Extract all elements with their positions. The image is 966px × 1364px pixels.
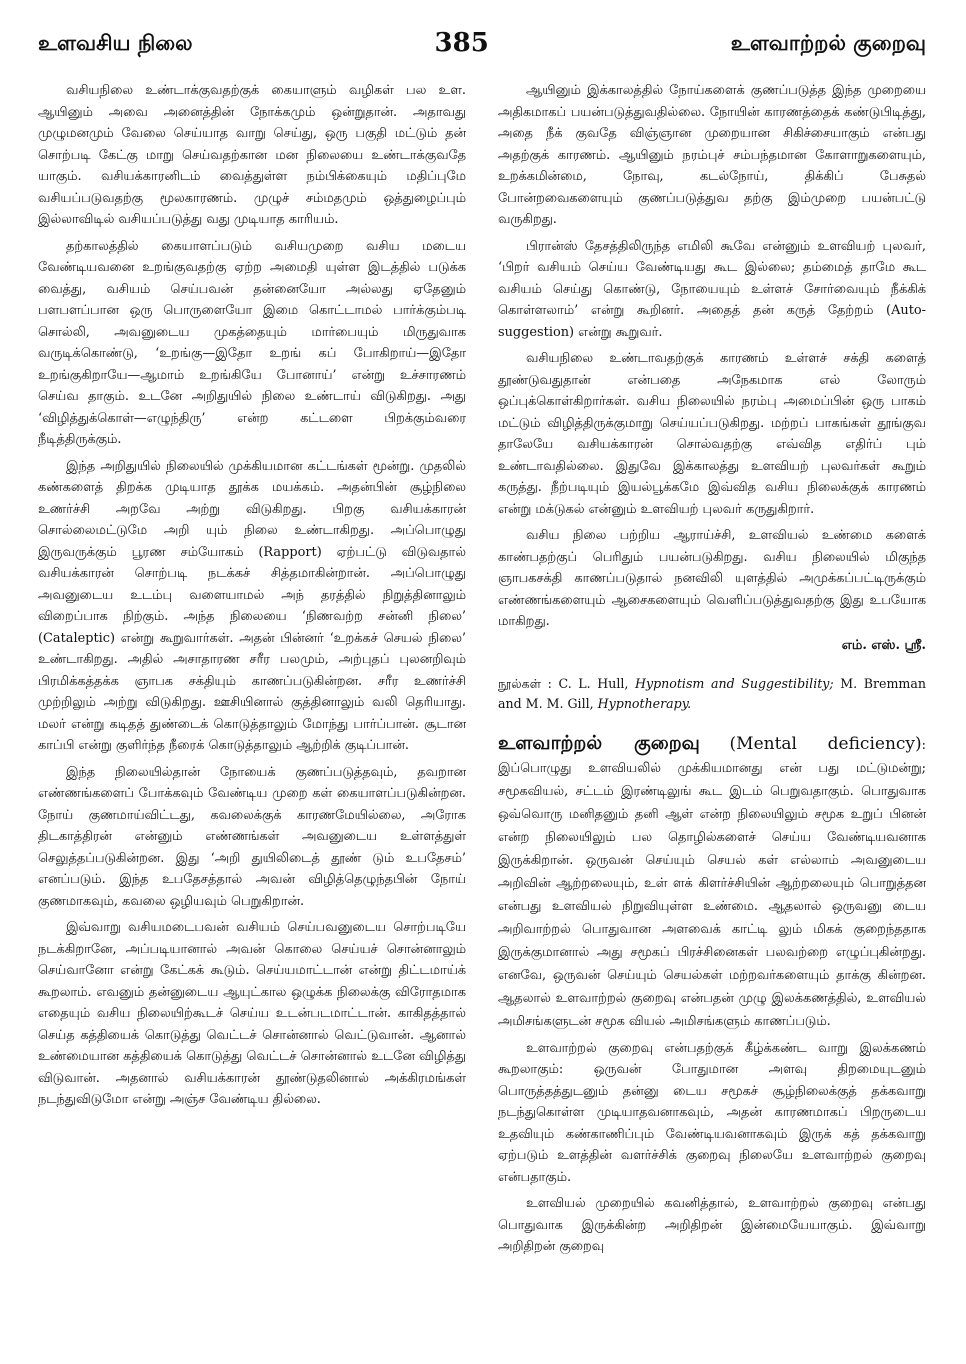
running-header bbox=[38, 22, 926, 58]
paragraph: பிரான்ஸ் தேசத்திலிருந்த எமிலி கூவே என்னும் உளவியற் புலவர், ‘பிறர் வசியம் செய்ய வேண்டியது கூட இல்லை; தம்மைத் தாமே கூட வசியம் செய்து கொண்டு, நோயையும் உள்ளச் சோர்வையும் நீக்கிக் கொள்ளலாம்’ என்று கூறினர். அதைத் தன் கருத் தேற்றம் (Auto-suggestion) என்று கூறுவர். bbox=[498, 238, 926, 340]
entry-title: உளவாற்றல் குறைவு bbox=[498, 731, 700, 754]
entry-first-text: : இப்பொழுது உளவியலில் முக்கியமானது என் பது மட்டுமன்று; சமூகவியல், சட்டம் இரண்டிலுங் கூட இடம் பெறுவதாகும். பொதுவாக ஒவ்வொரு மனிதனும் தனி ஆள் என்ற நிலையிலும் சமூக உறுப் பினன் என்ற நிலையிலும் பல தொழில்களைச் செய்ய வேண்டியவனாக இருக்கிறான். ஒருவன் செய்யும் செயல் கள் எல்லாம் அவனுடைய அறிவின் ஆற்றலையும், உள் ளக் கிளர்ச்சியின் ஆற்றலையும் பொறுத்தன என்பது உளவியல் நிறுவியுள்ள உண்மை. ஆதலால் ஒருவனு டைய அறிவாற்றல் பொதுவான அளவைக் காட்டி லும் மிகக் குறைந்ததாக இருக்குமானால் அது சமூகப் பிரச்சினைகள் பலவற்றை எழுப்புகின்றது. எனவே, ஒருவன் செய்யும் செயல்கள் மற்றவர்களையும் தாக்கு கின்றன. ஆதலால் உளவாற்றல் குறைவு என்பதன் முழு இலக்கணத்தில், உளவியல் அமிசங்களுடன் சமூக வியல் அமிசங்களும் காணப்படும். bbox=[498, 737, 926, 1029]
paragraph: இவ்வாறு வசியமடைபவன் வசியம் செய்பவனுடைய சொற்படியே நடக்கிறானே, அப்படியானால் அவன் கொலை செய்யச் சொன்னாலும் செய்வானோ என்று கேட்கக் கூடும். செய்யமாட்டான் என்று திட்டமாய்க் கூறலாம். எவனும் தன்னுடைய ஆயுட்கால ஒழுக்க நிலைக்கு விரோதமாக எதையும் வசிய நிலையிற்கூடச் செய்ய உடன்படமாட்டான். காகிதத்தால் செய்த கத்தியைக் கொடுத்து வெட்டச் சொன்னால் வெட்டுவான். ஆனால் உண்மையான கத்தியைக் கொடுத்து வெட்டச் சொன்னால் உடனே விழித்து விடுவான். அதனால் வசியக்காரன் தூண்டுதலினால் அக்கிரமங்கள் நடந்துவிடுமோ என்று அஞ்ச வேண்டிய தில்லை. bbox=[38, 920, 466, 1107]
paragraph: உளவாற்றல் குறைவு என்பதற்குக் கீழ்க்கண்ட வாறு இலக்கணம் கூறலாகும்: ஒருவன் போதுமான அளவு திறமையுடனும் பொருத்தத்துடனும் தன்னு டைய சமூகச் சூழ்நிலைக்குத் தக்கவாறு நடந்துகொள்ள முடியாதவனாகவும், அதன் காரணமாகப் பிறருடைய உதவியும் கண்காணிப்பும் வேண்டியவனாகவும் இருக் கத் தக்கவாறு ஏற்படும் உளத்தின் வளர்ச்சிக் குறைவு நிலையே உளவாற்றல் குறைவு என்பதாகும். bbox=[498, 1040, 926, 1185]
page-number: 385 bbox=[434, 28, 489, 58]
reference-title: Hypnotherapy. bbox=[597, 695, 692, 711]
references-label: நூல்கள் : bbox=[498, 675, 552, 691]
text-columns bbox=[38, 80, 926, 1263]
paragraph: இந்த நிலையில்தான் நோயைக் குணப்படுத்தவும், தவறான எண்ணங்களைப் போக்கவும் வேண்டிய முறை கள் கையாளப்படுகின்றன. நோய் குணமாய்விட்டது, கவலைக்குக் காரணமேயில்லை, அரோக திடகாத்திரன் என்னும் எண்ணங்கள் அவனுடைய உள்ளத்துள் செலுத்தப்படுகின்றன. இது ‘அறி துயிலிடைத் தூண் டும் உபதேசம்’ எனப்படும். இந்த உபதேசத்தால் அவன் விழித்தெழுந்தபின் நோய் குணமாகவும், கவலை ஒழியவும் பெறுகிறான். bbox=[38, 764, 466, 909]
paragraph: வசிய நிலை பற்றிய ஆராய்ச்சி, உளவியல் உண்மை களைக் காண்பதற்குப் பெரிதும் பயன்படுகிறது. வசிய நிலையில் மிகுந்த ஞாபகசக்தி காணப்படுதால் நனவிலி யுளத்தில் அமுக்கப்பட்டிருக்கும் எண்ணங்களையும் ஆசைகளையும் வெளிப்படுத்துவதற்கு இது உபயோக மாகிறது. bbox=[498, 528, 926, 629]
header-right-title: உளவாற்றல் குறைவு bbox=[730, 31, 926, 55]
paragraph: தற்காலத்தில் கையாளப்படும் வசியமுறை வசிய மடைய வேண்டியவனை உறங்குவதற்கு ஏற்ற அமைதி யுள்ள இடத்தில் படுக்க வைத்து, வசியம் செய்பவன் தன்னையோ அல்லது ஏதேனும் பளபளப்பான ஒரு பொருளையோ இமை கொட்டாமல் பார்க்கும்படி சொல்லி, அவனுடைய முகத்தையும் மார்பையும் மிருதுவாக வருடிக்கொண்டு, ‘உறங்கு—இதோ உறங் கப் போகிறாய்—இதோ உறங்குகிறாயே—ஆமாம் உறங்கியே போனாய்’ என்று உச்சாரணம் செய்வ தாகும். உடனே அறிதுயில் நிலை உண்டாய் விடுகிறது. அது ‘விழித்துக்கொள்—எழுந்திரு’ என்ற கட்டளை பிறக்கும்வரை நீடித்திருக்கும். bbox=[38, 238, 466, 447]
right-column bbox=[498, 80, 926, 1263]
entry-title-english: (Mental deficiency) bbox=[729, 733, 922, 754]
reference-authors: C. L. Hull, bbox=[558, 675, 629, 691]
paragraph: ஆயினும் இக்காலத்தில் நோய்களைக் குணப்படுத்த இந்த முறையை அதிகமாகப் பயன்படுத்துவதில்லை. நோயின் காரணத்தைக் கண்டுபிடித்து, அதை நீக் குவதே விஞ்ஞான முறையான சிகிச்சையாகும் என்பது அதற்குக் காரணம். ஆயினும் நரம்புச் சம்பந்தமான கோளாறுகளையும், உறக்கமின்மை, நோவு, கடல்நோய், திக்கிப் பேசுதல் போன்றவைகளையும் குணப்படுத்துவ தற்கு இம்முறை பயன்பட்டு வருகிறது. bbox=[498, 83, 926, 227]
left-column bbox=[38, 80, 466, 1263]
entry-first-paragraph bbox=[498, 732, 926, 1033]
author-signature: எம். எஸ். ஸ்ரீ. bbox=[841, 637, 926, 653]
paragraph: உளவியல் முறையில் கவனித்தால், உளவாற்றல் குறைவு என்பது பொதுவாக இருக்கின்ற அறிதிறன் இன்மையேயாகும். இவ்வாறு அறிதிறன் குறைவு bbox=[498, 1196, 926, 1254]
paragraph: இந்த அறிதுயில் நிலையில் முக்கியமான கட்டங்கள் மூன்று. முதலில் கண்களைத் திறக்க முடியாத தூக்க மயக்கம். அதன்பின் சூழ்நிலை உணர்ச்சி அறவே அற்று விடுகிறது. பிறகு வசியக்காரன் சொல்லைமட்டுமே அறி யும் நிலை உண்டாகிறது. அப்பொழுது இருவருக்கும் பூரண சம்யோகம் (Rapport) ஏற்பட்டு விடுவதால் வசியக்காரன் சொற்படி நடக்கச் சித்தமாகின்றான். அப்பொழுது அவனுடைய உடம்பு வளையாமல் அந் தரத்தில் நிறுத்தினாலும் விறைப்பாக நிற்கும். அந்த நிலையை ‘நிணவற்ற சன்னி நிலை’ (Cataleptic) என்று கூறுவார்கள். அதன் பின்னர் ‘உறக்கச் செயல் நிலை’ உண்டாகிறது. அதில் அசாதாரண சரீர பலமும், அற்புதப் புலனறிவும் பிரமிக்கத்தக்க ஞாபக சக்தியும் காணப்படுகின்றன. சரீர உணர்ச்சி முற்றிலும் அற்று விடுகிறது. ஊசியினால் குத்தினாலும் வலி தெரியாது. மலர் என்று கடிதத் துண்டைக் கொடுத்தாலும் மோந்து பார்ப்பான். சூடான காப்பி என்று குளிர்ந்த நீரைக் கொடுத்தாலும் ஆற்றிக் குடிப்பான். bbox=[38, 458, 466, 753]
header-left-title: உளவசிய நிலை bbox=[38, 31, 193, 55]
paragraph: வசியநிலை உண்டாவதற்குக் காரணம் உள்ளச் சக்தி களைத் தூண்டுவதுதான் என்பதை அநேகமாக எல் லோரும் ஒப்புக்கொள்கிறார்கள். வசிய நிலையில் நரம்பு அமைப்பின் ஒரு பாகம் மட்டும் விழித்திருக்குமாறு செய்யப்படுகிறது. மற்றப் பாகங்கள் தூங்குவ தாலேயே வசியக்காரன் சொல்வதற்கு எவ்வித எதிர்ப் பும் உண்டாவதில்லை. இதுவே இக்காலத்து உளவியற் புலவர்கள் கூறும் கருத்து. நீற்படியும் இயல்பூக்கமே இவ்வித வசிய நிலைக்குக் காரணம் என்று மக்டுகல் என்னும் உளவியற் புலவர் கருதுகிறார். bbox=[498, 351, 926, 517]
paragraph: வசியநிலை உண்டாக்குவதற்குக் கையாளும் வழிகள் பல உள. ஆயினும் அவை அனைத்தின் நோக்கமும் ஒன்றுதான். அதாவது முழுமனமும் வேலை செய்யாத வாறு செய்து, ஒரு பகுதி மட்டும் தன் சொற்படி கேட்கு மாறு செய்வதற்கான மன நிலையை உண்டாக்குவதே யாகும். வசியக்காரனிடம் வைத்துள்ள நம்பிக்கையும் மதிப்புமே வசியப்படுவதற்கு மூலகாரணம். முழுச் சம்மதமும் ஒத்துழைப்பும் இல்லாவிடில் வசியப்படுத்து வது முடியாத காரியம். bbox=[38, 83, 466, 227]
reference-title: Hypnotism and Suggestibility; bbox=[635, 675, 834, 691]
reference-authors: M. Bremman and M. M. Gill, bbox=[498, 675, 926, 711]
references bbox=[498, 674, 926, 714]
